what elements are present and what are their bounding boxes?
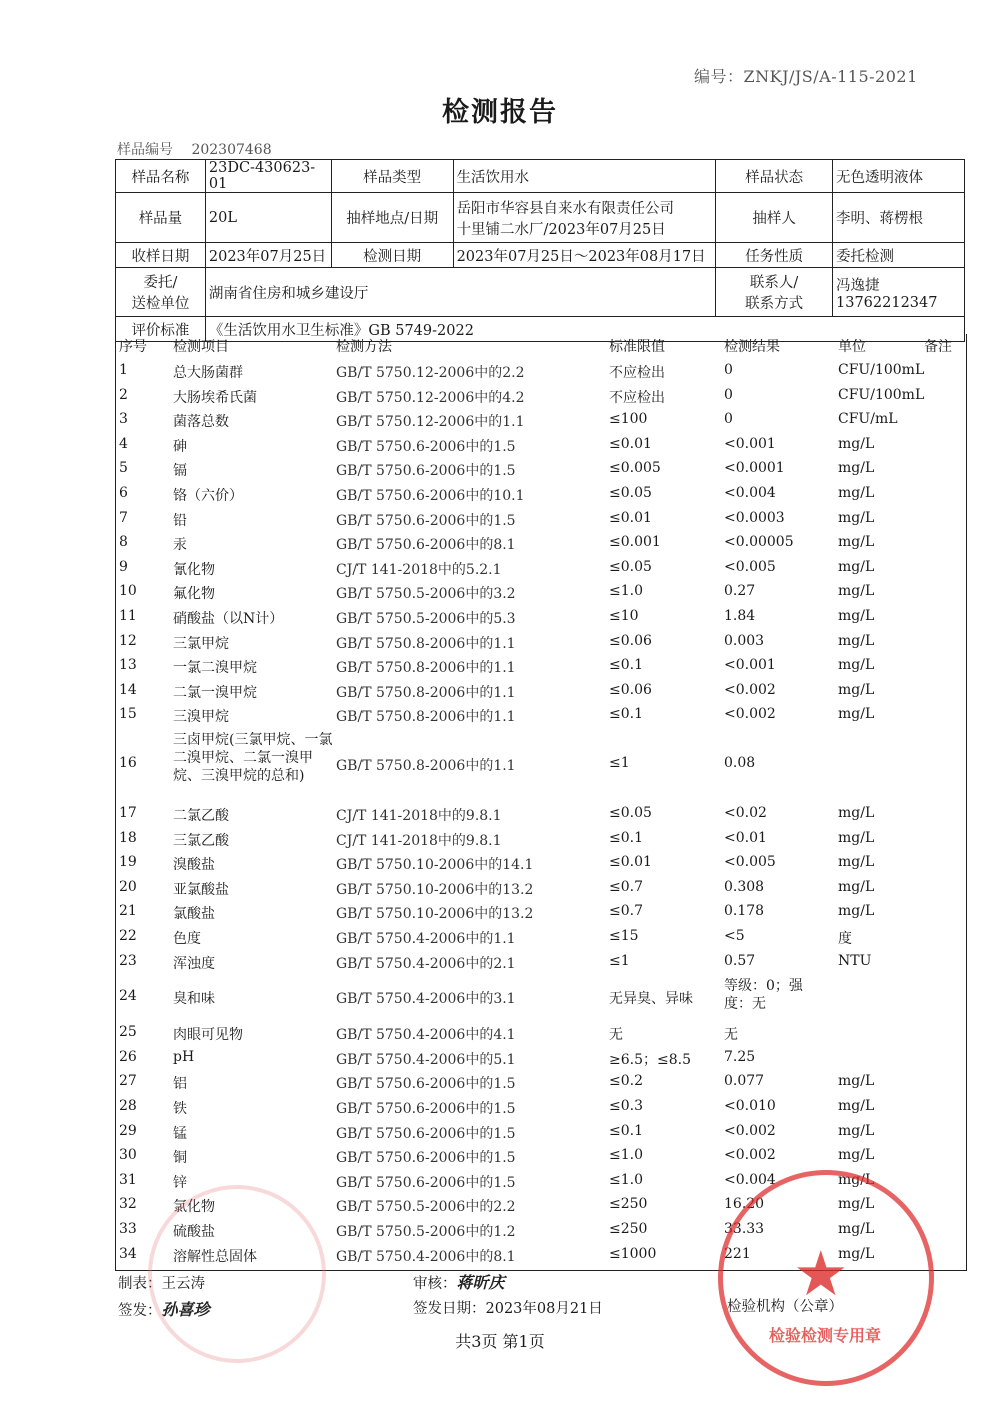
cell-item: 色度 (173, 931, 201, 947)
cell-unit: mg/L (838, 1098, 875, 1114)
cell-limit: ≤0.06 (609, 632, 652, 649)
star-icon: ★ (793, 1237, 849, 1310)
cell-no: 23 (119, 952, 137, 969)
cell-no: 6 (119, 485, 128, 501)
cell-no: 15 (119, 706, 137, 723)
cell-no: 16 (119, 755, 137, 771)
cell-no: 9 (119, 558, 128, 575)
cell-unit: mg/L (838, 558, 875, 575)
cell-no: 30 (119, 1147, 137, 1164)
cell-no: 28 (119, 1098, 137, 1114)
standard-label: 评价标准 (116, 317, 206, 342)
table-row (116, 481, 966, 506)
cell-result: 0.57 (724, 952, 756, 969)
contact-label (716, 268, 833, 317)
cell-method: GB/T 5750.8-2006中的1.1 (336, 635, 516, 652)
cell-no: 34 (119, 1245, 137, 1262)
table-row (116, 530, 966, 555)
reviewer-signature: 蒋昕庆 (456, 1273, 505, 1292)
table-row (116, 899, 966, 924)
cell-no: 20 (119, 878, 137, 895)
cell-result: 0.077 (724, 1073, 765, 1090)
cell-result: <0.002 (724, 1122, 776, 1139)
cell-item: 硝酸盐（以N计） (173, 611, 284, 627)
cell-item: 汞 (173, 537, 187, 554)
prepared-label: 制表： (118, 1276, 162, 1292)
table-row (116, 826, 966, 851)
page-title: 检测报告 (442, 97, 558, 128)
cell-item: 锌 (173, 1174, 187, 1191)
client-label-1: 委托/ (143, 275, 178, 291)
table-row (116, 383, 966, 408)
cell-unit: mg/L (838, 509, 875, 526)
cell-limit: ≤0.05 (609, 558, 652, 575)
cell-no: 32 (119, 1196, 137, 1213)
cell-method: GB/T 5750.6-2006中的1.5 (336, 1150, 516, 1167)
task: 委托检测 (833, 243, 965, 268)
sample-type-label: 样品类型 (331, 160, 453, 193)
cell-no: 26 (119, 1048, 137, 1065)
sample-name-label: 样品名称 (116, 160, 206, 193)
cell-no: 18 (119, 829, 137, 846)
cell-limit: 不应检出 (609, 365, 665, 381)
cell-unit: mg/L (838, 805, 875, 821)
reviewed-by (413, 1270, 505, 1293)
cell-item: 氯化物 (173, 1199, 215, 1216)
cell-method: GB/T 5750.5-2006中的3.2 (336, 586, 516, 603)
cell-unit: mg/L (838, 534, 875, 551)
table-row (116, 850, 966, 875)
issuer-signature: 孙喜珍 (161, 1300, 210, 1319)
header-method: 检测方法 (336, 339, 392, 355)
site-line-2: 十里铺二水厂/2023年07月25日 (456, 221, 666, 238)
sample-number-value: 202307468 (191, 142, 272, 158)
cell-result: <0.0003 (724, 509, 785, 526)
cell-result: <0.00005 (724, 534, 794, 551)
task-label: 任务性质 (716, 243, 833, 268)
table-row (116, 702, 966, 727)
cell-limit: ≤1.0 (609, 583, 643, 600)
cell-no: 27 (119, 1073, 137, 1090)
cell-result: 0.27 (724, 583, 756, 600)
cell-result: 无 (724, 1027, 738, 1044)
prepared-name: 王云涛 (161, 1276, 205, 1292)
standard: 《生活饮用水卫生标准》GB 5749-2022 (205, 317, 964, 342)
cell-item: 溶解性总固体 (173, 1248, 257, 1265)
cell-item: 氰化物 (173, 561, 215, 578)
cell-limit: ≤250 (609, 1196, 648, 1213)
cell-limit: 无异臭、异味 (609, 990, 693, 1007)
contact-label-2: 联系方式 (745, 296, 804, 312)
received-date-label: 收样日期 (116, 243, 206, 268)
cell-unit: 度 (838, 931, 852, 947)
cell-limit: ≤100 (609, 411, 648, 428)
cell-limit: ≤1 (609, 755, 630, 771)
issuer-label: 签发： (118, 1303, 162, 1319)
document-number: 编号：ZNKJ/JS/A-115-2021 (694, 67, 918, 86)
table-row (116, 973, 966, 1020)
sample-info-table (115, 159, 965, 342)
cell-unit: mg/L (838, 1122, 875, 1139)
sample-state-label: 样品状态 (716, 160, 833, 193)
cell-method: GB/T 5750.6-2006中的1.5 (336, 438, 516, 455)
cell-unit: mg/L (838, 657, 875, 674)
cell-limit: ≤10 (609, 608, 639, 624)
cell-no: 8 (119, 534, 128, 551)
cell-item: 硫酸盐 (173, 1224, 215, 1240)
cell-unit: mg/L (838, 903, 875, 920)
cell-result: 0 (724, 411, 733, 428)
sampler-label: 抽样人 (716, 193, 833, 243)
cell-item: 氯酸盐 (173, 906, 215, 923)
cell-unit: CFU/100mL (838, 386, 925, 403)
sample-type: 生活饮用水 (453, 160, 716, 193)
cell-method: GB/T 5750.8-2006中的1.1 (336, 758, 516, 774)
cell-unit: mg/L (838, 854, 875, 871)
cell-method: GB/T 5750.6-2006中的1.5 (336, 1174, 516, 1191)
table-row (116, 407, 966, 432)
cell-item: 锰 (173, 1125, 187, 1142)
table-row (116, 456, 966, 481)
results-header (116, 334, 966, 356)
agency-label: 检验机构（公章） (727, 1299, 843, 1315)
cell-limit: ≤0.001 (609, 534, 661, 551)
cell-item: 亚氯酸盐 (173, 881, 229, 898)
cell-unit: mg/L (838, 878, 875, 895)
cell-method: CJ/T 141-2018中的5.2.1 (336, 561, 502, 578)
cell-item: pH (173, 1048, 195, 1065)
page-number: 共3页 第1页 (455, 1332, 545, 1351)
cell-result: 0.08 (724, 755, 756, 771)
cell-result: 0 (724, 362, 733, 378)
cell-result: <5 (724, 928, 745, 944)
site-date-label: 抽样地点/日期 (331, 193, 453, 243)
cell-no: 31 (119, 1171, 137, 1188)
cell-method: GB/T 5750.6-2006中的10.1 (336, 488, 525, 504)
sample-state: 无色透明液体 (833, 160, 965, 193)
table-row (116, 1143, 966, 1168)
cell-no: 25 (119, 1024, 137, 1041)
cell-limit: ≤0.3 (609, 1098, 643, 1114)
cell-method: CJ/T 141-2018中的9.8.1 (336, 832, 502, 849)
cell-limit: ≤0.01 (609, 435, 652, 452)
table-row (116, 949, 966, 974)
cell-item: 铝 (173, 1076, 187, 1093)
cell-method: GB/T 5750.12-2006中的2.2 (336, 365, 525, 381)
cell-limit: ≤1.0 (609, 1147, 643, 1164)
cell-item: 铬（六价） (173, 488, 243, 504)
client: 湖南省住房和城乡建设厅 (205, 268, 715, 317)
test-date: 2023年07月25日～2023年08月17日 (453, 243, 716, 268)
cell-no: 19 (119, 854, 137, 871)
cell-method: GB/T 5750.8-2006中的1.1 (336, 660, 516, 677)
cell-limit: ≤250 (609, 1221, 648, 1237)
cell-limit: ≥6.5；≤8.5 (609, 1051, 691, 1068)
table-row (116, 555, 966, 580)
cell-no: 24 (119, 987, 137, 1004)
cell-unit: mg/L (838, 1171, 875, 1188)
cell-result: <0.005 (724, 558, 776, 575)
cell-result: 0.308 (724, 878, 765, 895)
client-label (116, 268, 206, 317)
table-row (116, 358, 966, 383)
cell-method: GB/T 5750.4-2006中的4.1 (336, 1027, 516, 1044)
cell-no: 33 (119, 1221, 137, 1237)
cell-item: 肉眼可见物 (173, 1027, 243, 1044)
contact-phone: 13762212347 (836, 294, 938, 311)
client-label-2: 送检单位 (131, 296, 190, 312)
cell-item: 镉 (173, 463, 187, 480)
header-note: 备注 (924, 339, 952, 355)
cell-limit: 无 (609, 1027, 623, 1044)
table-row (116, 506, 966, 531)
cell-method: GB/T 5750.6-2006中的1.5 (336, 463, 516, 480)
cell-no: 11 (119, 608, 137, 624)
cell-method: GB/T 5750.5-2006中的2.2 (336, 1199, 516, 1216)
cell-limit: ≤0.1 (609, 657, 643, 674)
stamp-text: 检验检测专用章 (769, 1326, 882, 1345)
cell-limit: ≤0.01 (609, 509, 652, 526)
cell-limit: ≤0.1 (609, 829, 643, 846)
cell-method: GB/T 5750.6-2006中的8.1 (336, 537, 516, 554)
cell-limit: ≤0.7 (609, 878, 643, 895)
cell-no: 3 (119, 411, 128, 428)
cell-unit: CFU/mL (838, 411, 898, 428)
header-limit: 标准限值 (609, 339, 665, 355)
cell-method: GB/T 5750.12-2006中的4.2 (336, 389, 525, 406)
cell-result: <0.02 (724, 805, 767, 821)
table-row (116, 1168, 966, 1193)
cell-result: 0.178 (724, 903, 765, 920)
cell-item: 三溴甲烷 (173, 709, 229, 726)
cell-limit: ≤0.05 (609, 485, 652, 501)
site-date (453, 193, 716, 243)
cell-method: GB/T 5750.5-2006中的1.2 (336, 1224, 516, 1240)
cell-method: GB/T 5750.12-2006中的1.1 (336, 414, 525, 431)
cell-method: GB/T 5750.8-2006中的1.1 (336, 709, 516, 726)
sample-name: 23DC-430623-01 (205, 160, 331, 193)
cell-item: 三氯乙酸 (173, 832, 229, 849)
cell-no: 21 (119, 903, 137, 920)
cell-result: <0.005 (724, 854, 776, 871)
table-row (116, 604, 966, 629)
quantity: 20L (205, 193, 331, 243)
header-no: 序号 (119, 339, 147, 355)
sampler: 李明、蒋楞根 (833, 193, 965, 243)
cell-limit: ≤0.7 (609, 903, 643, 920)
cell-item: 三卤甲烷(三氯甲烷、一氯二溴甲烷、二氯一溴甲烷、三溴甲烷的总和) (173, 732, 333, 784)
cell-item: 二氯一溴甲烷 (173, 684, 257, 701)
cell-unit: NTU (838, 952, 872, 969)
table-row (116, 1020, 966, 1045)
cell-result: 0.003 (724, 632, 765, 649)
cell-unit: mg/L (838, 1221, 875, 1237)
cell-result: 16.20 (724, 1196, 765, 1213)
cell-no: 10 (119, 583, 137, 600)
sample-number (117, 139, 286, 159)
table-row (116, 1094, 966, 1119)
cell-result: 7.25 (724, 1048, 756, 1065)
cell-no: 14 (119, 681, 137, 698)
table-row (116, 1192, 966, 1217)
cell-method: GB/T 5750.4-2006中的5.1 (336, 1051, 516, 1068)
table-row (116, 801, 966, 826)
cell-item: 铁 (173, 1101, 187, 1117)
cell-method: GB/T 5750.6-2006中的1.5 (336, 512, 516, 529)
cell-method: GB/T 5750.8-2006中的1.1 (336, 684, 516, 701)
cell-method: GB/T 5750.10-2006中的13.2 (336, 881, 534, 898)
cell-unit: mg/L (838, 1073, 875, 1090)
cell-unit: mg/L (838, 706, 875, 723)
cell-no: 7 (119, 509, 128, 526)
cell-unit: mg/L (838, 1196, 875, 1213)
cell-unit: mg/L (838, 681, 875, 698)
cell-result: <0.002 (724, 706, 776, 723)
table-row (116, 727, 966, 801)
cell-unit: mg/L (838, 435, 875, 452)
cell-method: GB/T 5750.6-2006中的1.5 (336, 1125, 516, 1142)
cell-method: GB/T 5750.6-2006中的1.5 (336, 1076, 516, 1093)
cell-result: 等级：0；强度：无 (724, 978, 803, 1013)
table-row (116, 432, 966, 457)
table-row (116, 924, 966, 949)
contact (833, 268, 965, 317)
cell-limit: ≤15 (609, 928, 639, 944)
cell-method: GB/T 5750.4-2006中的2.1 (336, 955, 516, 972)
issued-by (118, 1297, 210, 1320)
cell-item: 溴酸盐 (173, 857, 215, 874)
cell-limit: 不应检出 (609, 389, 665, 406)
quantity-label: 样品量 (116, 193, 206, 243)
cell-item: 一氯二溴甲烷 (173, 660, 257, 677)
cell-no: 5 (119, 460, 128, 477)
cell-unit: mg/L (838, 485, 875, 501)
cell-no: 29 (119, 1122, 137, 1139)
cell-result: 1.84 (724, 608, 756, 624)
cell-item: 大肠埃希氏菌 (173, 389, 257, 406)
issue-date (413, 1297, 603, 1318)
table-row (116, 1242, 966, 1267)
cell-item: 二氯乙酸 (173, 808, 229, 824)
header-result: 检测结果 (724, 339, 780, 355)
cell-unit: mg/L (838, 608, 875, 624)
cell-method: CJ/T 141-2018中的9.8.1 (336, 808, 502, 824)
contact-name: 冯逸捷 (836, 277, 880, 294)
cell-limit: ≤1 (609, 952, 630, 969)
cell-limit: ≤0.2 (609, 1073, 643, 1090)
cell-unit: mg/L (838, 583, 875, 600)
cell-limit: ≤0.1 (609, 1122, 643, 1139)
cell-no: 2 (119, 386, 128, 403)
table-row (116, 678, 966, 703)
table-row (116, 1119, 966, 1144)
cell-limit: ≤1000 (609, 1245, 657, 1262)
results-table (115, 334, 967, 1271)
cell-no: 12 (119, 632, 137, 649)
header-unit: 单位 (838, 339, 866, 355)
cell-limit: ≤0.05 (609, 805, 652, 821)
cell-item: 臭和味 (173, 990, 215, 1007)
cell-method: GB/T 5750.10-2006中的14.1 (336, 857, 534, 874)
site-line-1: 岳阳市华容县自来水有限责任公司 (456, 200, 675, 217)
cell-result: <0.004 (724, 1171, 776, 1188)
cell-limit: ≤0.01 (609, 854, 652, 871)
cell-method: GB/T 5750.4-2006中的1.1 (336, 931, 516, 947)
cell-limit: ≤0.1 (609, 706, 643, 723)
cell-result: <0.002 (724, 1147, 776, 1164)
cell-no: 1 (119, 362, 128, 378)
cell-limit: ≤0.005 (609, 460, 661, 477)
cell-result: <0.002 (724, 681, 776, 698)
cell-result: <0.004 (724, 485, 776, 501)
table-row (116, 1045, 966, 1070)
cell-no: 4 (119, 435, 128, 452)
cell-item: 铅 (173, 512, 187, 529)
table-row (116, 875, 966, 900)
cell-result: 0 (724, 386, 733, 403)
table-row (116, 653, 966, 678)
cell-no: 22 (119, 928, 137, 944)
cell-unit: mg/L (838, 1147, 875, 1164)
cell-result: <0.001 (724, 657, 776, 674)
cell-item: 菌落总数 (173, 414, 229, 431)
cell-item: 三氯甲烷 (173, 635, 229, 652)
cell-method: GB/T 5750.4-2006中的3.1 (336, 990, 516, 1007)
cell-result: 33.33 (724, 1221, 765, 1237)
cell-result: <0.0001 (724, 460, 785, 477)
prepared-by (118, 1272, 205, 1293)
cell-item: 铜 (173, 1150, 187, 1167)
cell-no: 13 (119, 657, 137, 674)
table-row (116, 1069, 966, 1094)
cell-no: 17 (119, 805, 137, 821)
cell-item: 总大肠菌群 (173, 365, 243, 381)
contact-label-1: 联系人/ (749, 275, 799, 291)
cell-unit: mg/L (838, 632, 875, 649)
table-row (116, 629, 966, 654)
cell-method: GB/T 5750.6-2006中的1.5 (336, 1101, 516, 1117)
sample-number-label: 样品编号 (117, 142, 173, 158)
cell-result: <0.001 (724, 435, 776, 452)
cell-limit: ≤0.06 (609, 681, 652, 698)
cell-method: GB/T 5750.10-2006中的13.2 (336, 906, 534, 923)
table-row (116, 1217, 966, 1242)
cell-item: 浑浊度 (173, 955, 215, 972)
cell-item: 砷 (173, 438, 187, 455)
cell-result: <0.010 (724, 1098, 776, 1114)
received-date: 2023年07月25日 (205, 243, 331, 268)
cell-unit: CFU/100mL (838, 362, 925, 378)
cell-method: GB/T 5750.5-2006中的5.3 (336, 611, 516, 627)
cell-item: 氟化物 (173, 586, 215, 603)
reviewer-label: 审核： (413, 1276, 457, 1292)
cell-limit: ≤1.0 (609, 1171, 643, 1188)
cell-result: 221 (724, 1245, 751, 1262)
issue-date-label: 签发日期： (413, 1301, 486, 1317)
issue-date-value: 2023年08月21日 (485, 1301, 603, 1317)
test-date-label: 检测日期 (331, 243, 453, 268)
cell-method: GB/T 5750.4-2006中的8.1 (336, 1248, 516, 1265)
cell-unit: mg/L (838, 829, 875, 846)
cell-unit: mg/L (838, 1245, 875, 1262)
table-row (116, 579, 966, 604)
header-item: 检测项目 (173, 339, 229, 355)
cell-result: <0.01 (724, 829, 767, 846)
cell-unit: mg/L (838, 460, 875, 477)
